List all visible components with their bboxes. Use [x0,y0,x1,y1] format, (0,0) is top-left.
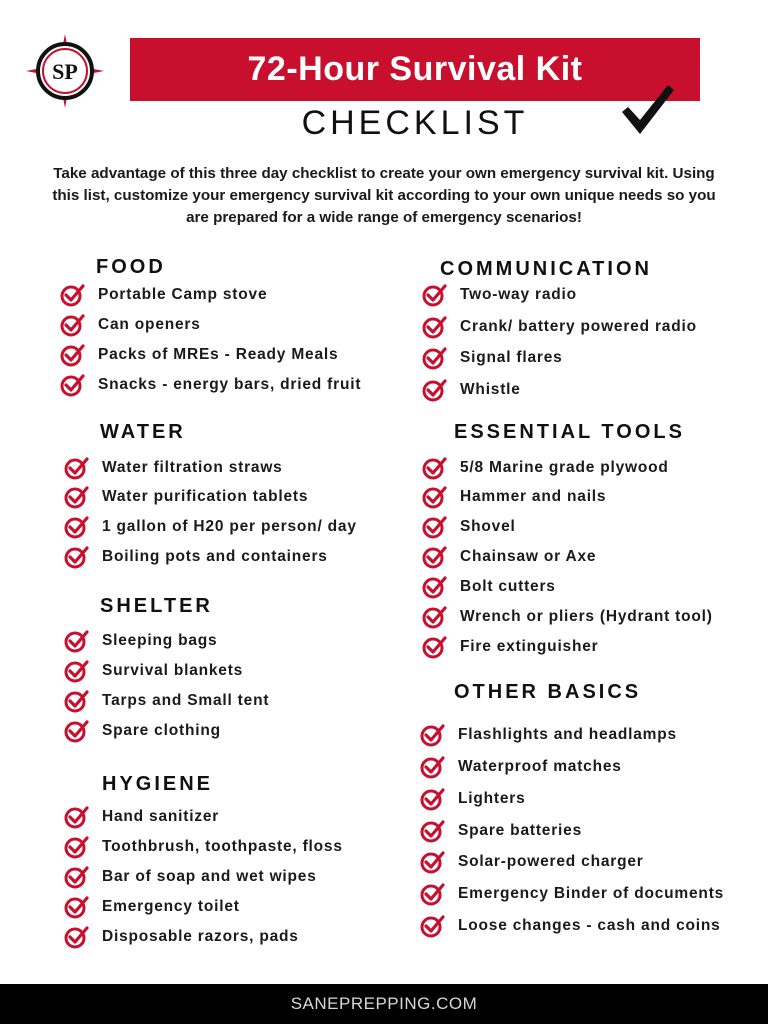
page-subtitle: CHECKLIST [301,104,529,142]
check-circle-icon [64,485,90,509]
checklist-item: Water filtration straws [64,455,283,481]
check-circle-icon [420,850,446,874]
section-heading-hygiene: HYGIENE [102,773,214,795]
checklist-item: Crank/ battery powered radio [422,314,697,340]
checklist-item: Sleeping bags [64,628,217,654]
check-circle-icon [64,805,90,829]
check-circle-icon [64,719,90,743]
check-circle-icon [422,545,448,569]
check-circle-icon [422,485,448,509]
check-circle-icon [422,346,448,370]
check-circle-icon [64,865,90,889]
checklist-item: Spare clothing [64,718,221,744]
section-heading-food: FOOD [96,256,166,278]
check-circle-icon [420,787,446,811]
checklist-item: Lighters [420,786,526,812]
checklist-item: Tarps and Small tent [64,688,269,714]
logo-text: SP [52,59,78,84]
checklist-item: Disposable razors, pads [64,924,299,950]
check-circle-icon [420,914,446,938]
check-circle-icon [420,755,446,779]
check-circle-icon [64,689,90,713]
checklist-item: Loose changes - cash and coins [420,913,721,939]
checklist-item: Shovel [422,514,516,540]
check-circle-icon [422,283,448,307]
checklist-item: Portable Camp stove [60,282,267,308]
check-circle-icon [64,456,90,480]
check-circle-icon [64,659,90,683]
checklist-item: Boiling pots and containers [64,544,328,570]
check-circle-icon [422,515,448,539]
checklist-item: Bar of soap and wet wipes [64,864,317,890]
check-circle-icon [422,378,448,402]
check-circle-icon [422,315,448,339]
checklist-item: Spare batteries [420,818,582,844]
checklist-item: Whistle [422,377,521,403]
checklist-item: Solar-powered charger [420,849,644,875]
check-circle-icon [422,635,448,659]
checklist-item: Hammer and nails [422,484,606,510]
check-circle-icon [420,882,446,906]
checklist-item: Fire extinguisher [422,634,599,660]
checklist-item: Emergency Binder of documents [420,881,724,907]
check-circle-icon [64,515,90,539]
checklist-item: Packs of MREs - Ready Meals [60,342,338,368]
checklist-item: 1 gallon of H20 per person/ day [64,514,357,540]
page-title: 72-Hour Survival Kit [247,50,583,88]
section-heading-shelter: SHELTER [100,595,213,617]
checklist-item: 5/8 Marine grade plywood [422,455,669,481]
checklist-item: Two-way radio [422,282,577,308]
check-circle-icon [60,373,86,397]
check-circle-icon [422,575,448,599]
check-circle-icon [64,895,90,919]
check-circle-icon [420,723,446,747]
checklist-item: Can openers [60,312,201,338]
footer-bar [0,984,768,1024]
checklist-item: Toothbrush, toothpaste, floss [64,834,343,860]
checklist-item: Wrench or pliers (Hydrant tool) [422,604,713,630]
checklist-item: Water purification tablets [64,484,308,510]
checklist-item: Hand sanitizer [64,804,219,830]
section-heading-tools: ESSENTIAL TOOLS [454,421,685,443]
section-heading-water: WATER [100,421,186,443]
section-heading-basics: OTHER BASICS [454,681,642,703]
intro-paragraph: Take advantage of this three day checklist to create your own emergency survival kit. Using this list, customize your emergency survival kit according to your own unique needs so you are prepared for a wide range of emergency scenarios! [52,165,716,226]
checklist-item: Bolt cutters [422,574,556,600]
check-circle-icon [60,313,86,337]
section-heading-communication: COMMUNICATION [440,258,652,280]
checklist-item: Survival blankets [64,658,243,684]
check-circle-icon [60,283,86,307]
title-banner [130,38,700,101]
checklist-item: Signal flares [422,345,563,371]
checklist-item: Waterproof matches [420,754,622,780]
checkmark-icon [618,82,676,138]
footer-website-link[interactable]: SANEPREPPING.COM [290,994,478,1013]
checklist-item: Flashlights and headlamps [420,722,677,748]
check-circle-icon [422,456,448,480]
checklist-item: Emergency toilet [64,894,240,920]
saneprepping-logo [24,32,106,110]
check-circle-icon [64,835,90,859]
check-circle-icon [60,343,86,367]
checklist-item: Snacks - energy bars, dried fruit [60,372,361,398]
check-circle-icon [422,605,448,629]
check-circle-icon [64,545,90,569]
check-circle-icon [420,819,446,843]
checklist-item: Chainsaw or Axe [422,544,596,570]
check-circle-icon [64,925,90,949]
check-circle-icon [64,629,90,653]
